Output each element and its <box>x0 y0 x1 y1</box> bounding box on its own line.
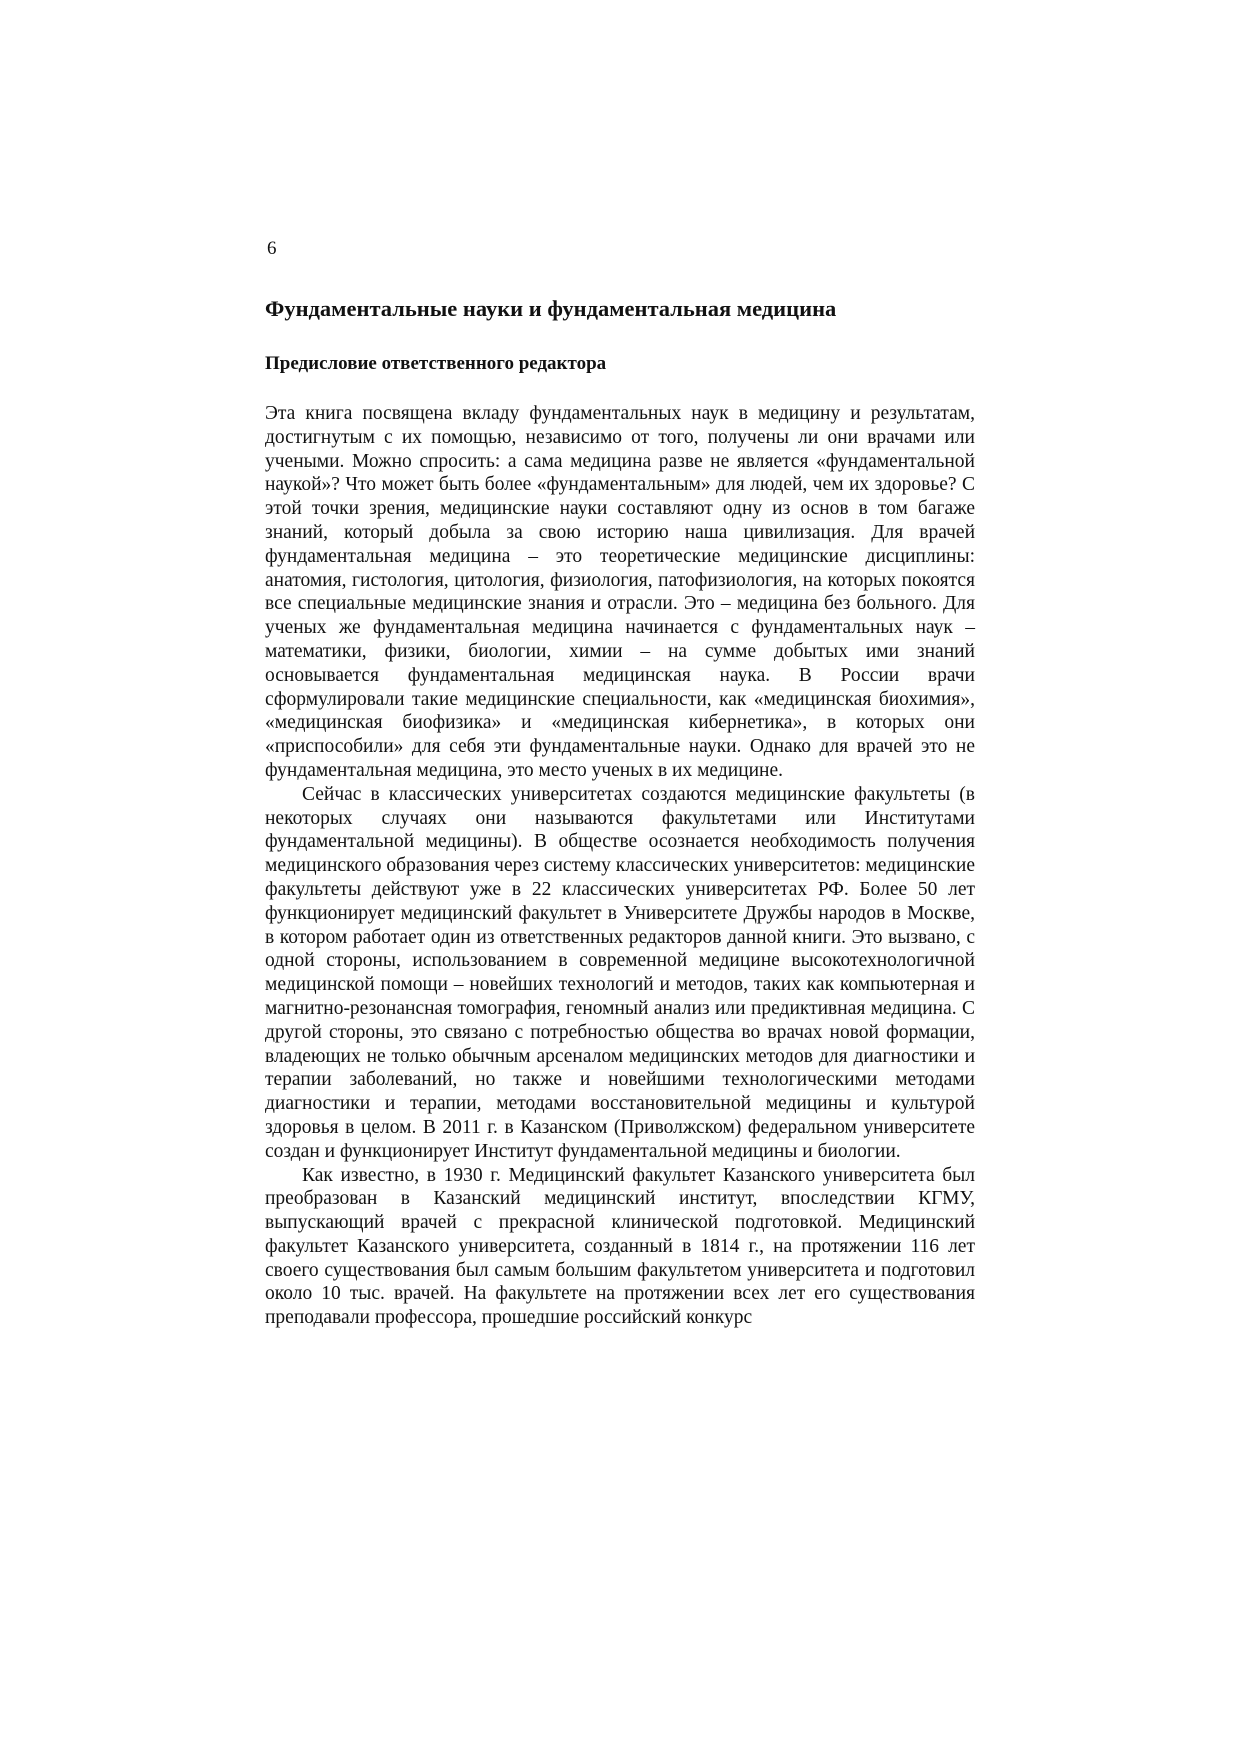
paragraph-history: Как известно, в 1930 г. Медицинский факультет Казанского университета был преобразован в Казанский медицинский институт, впоследствии КГМУ, выпускающий врачей с прекрасной клинической подготовкой. Медицинский факультет Казанского университета, созданный в 1814 г., на протяжении 116 лет своего существования был самым большим факультетом университета и подготовил около 10 тыс. врачей. На факультете на протяжении всех лет его существования преподавали профессора, прошедшие российский конкурс <box>265 1164 975 1329</box>
chapter-title: Фундаментальные науки и фундаментальная медицина <box>265 296 837 321</box>
section-title: Предисловие ответственного редактора <box>265 353 607 374</box>
page-number: 6 <box>267 238 277 259</box>
paragraph-universities: Сейчас в классических университетах создаются медицинские факультеты (в некоторых случаях они называются факультетами или Институтами фундаментальной медицины). В обществе осознается необходимость получения медицинского образования через систему классических университетов: медицинские факультеты действуют уже в 22 классических университетах РФ. Более 50 лет функционирует медицинский факультет в Университете Дружбы народов в Москве, в котором работает один из ответственных редакторов данной книги. Это вызвано, с одной стороны, использованием в современной медицине высокотехнологичной медицинской помощи – новейших технологий и методов, таких как компьютерная и магнитно-резонансная томография, геномный анализ или предиктивная медицина. С другой стороны, это связано с потребностью общества во врачах новой формации, владеющих не только обычным арсеналом медицинских методов для диагностики и терапии заболеваний, но также и новейшими технологическими методами диагностики и терапии, методами восстановительной медицины и культурой здоровья в целом. В 2011 г. в Казанском (Приволжском) федеральном университете создан и функционирует Институт фундаментальной медицины и биологии. <box>265 783 975 1162</box>
paragraph-intro: Эта книга посвящена вкладу фундаментальных наук в медицину и результатам, достигнутым с их помощью, независимо от того, получены ли они врачами или учеными. Можно спросить: а сама медицина разве не является «фундаментальной наукой»? Что может быть более «фундаментальным» для людей, чем их здоровье? С этой точки зрения, медицинские науки составляют одну из основ в том багаже знаний, который добыла за свою историю наша цивилизация. Для врачей фундаментальная медицина – это теоретические медицинские дисциплины: анатомия, гистология, цитология, физиология, патофизиология, на которых покоятся все специальные медицинские знания и отрасли. Это – медицина без больного. Для ученых же фундаментальная медицина начинается с фундаментальных наук – математики, физики, биологии, химии – на сумме добытых ими знаний основывается фундаментальная медицинская наука. В России врачи сформулировали такие медицинские специальности, как «медицинская биохимия», «медицинская биофизика» и «медицинская кибернетика», в которых они «приспособили» для себя эти фундаментальные науки. Однако для врачей это не фундаментальная медицина, это место ученых в их медицине. <box>265 403 975 781</box>
body-text <box>265 402 975 1330</box>
